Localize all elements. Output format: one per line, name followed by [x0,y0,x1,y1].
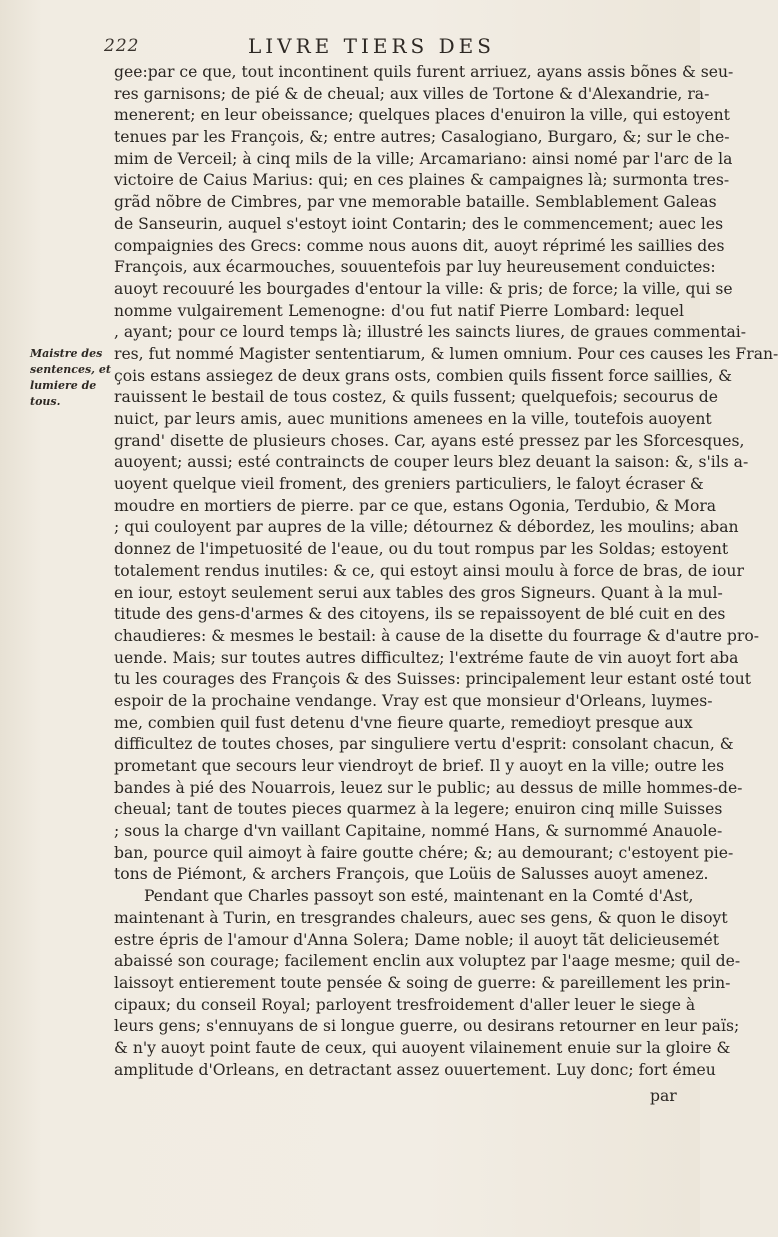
text-line: uende. Mais; sur toutes autres difficultez; l'extréme faute de vin auoyt fort aba [114,648,739,667]
text-line: François, aux écarmouches, souuentefois par luy heureusement conduictes: [114,258,716,277]
text-line: grand' disette de plusieurs choses. Car, ayans esté pressez par les Sforcesques, [114,431,745,450]
text-line: espoir de la prochaine vendange. Vray est que monsieur d'Orleans, luymes- [114,691,713,710]
text-line: nomme vulgairement Lemenogne: d'ou fut natif Pierre Lombard: lequel [114,301,684,320]
text-line: chaudieres: & mesmes le bestail: à cause de la disette du fourrage & d'autre pro- [114,626,760,645]
text-line: cheual; tant de toutes pieces quarmez à la legere; enuiron cinq mille Suisses [114,800,723,819]
text-line: en iour, estoyt seulement serui aux tables des gros Signeurs. Quant à la mul- [114,583,723,602]
text-line: auoyent; aussi; esté contraincts de couper leurs blez deuant la saison: &, s'ils a- [114,453,749,472]
text-line: ; sous la charge d'vn vaillant Capitaine, nommé Hans, & surnommé Anauole- [114,822,723,841]
catchword: par [650,1087,677,1105]
text-line: abaissé son courage; facilement enclin aux voluptez par l'aage mesme; quil de- [114,952,741,971]
text-line: auoyt recouuré les bourgades d'entour la ville: & pris; de force; la ville, qui se [114,279,733,298]
margin-note-line: sentences, et [30,363,111,376]
text-line: totalement rendus inutiles: & ce, qui estoyt ainsi moulu à force de bras, de iour [114,561,744,580]
text-line: maintenant à Turin, en tresgrandes chaleurs, auec ses gens, & quon le disoyt [114,908,728,927]
text-line: amplitude d'Orleans, en detractant assez ouuertement. Luy donc; fort émeu [114,1060,716,1079]
text-line: titude des gens-d'armes & des citoyens, ils se repaissoyent de blé cuit en des [114,605,726,624]
body-text [114,62,778,1081]
text-line: tu les courages des François & des Suisses: principalement leur estant osté tout [114,670,752,689]
running-head: LIVRE TIERS DES [248,34,495,58]
text-line: laissoyt entierement toute pensée & soing de guerre: & pareillement les prin- [114,973,731,992]
text-line: rauissent le bestail de tous costez, & quils fussent; quelquefois; secourus de [114,388,719,407]
text-line: de Sanseurin, auquel s'estoyt ioint Contarin; des le commencement; auec les [114,214,724,233]
text-line: prometant que secours leur viendroyt de brief. Il y auoyt en la ville; outre les [114,757,725,775]
text-line: gee:par ce que, tout incontinent quils furent arriuez, ayans assis bõnes & seu- [114,63,734,81]
text-line: , ayant; pour ce lourd temps là; illustré les saincts liures, de graues commentai- [114,323,747,342]
text-line: uoyent quelque vieil froment, des greniers particuliers, le faloyt écraser & [114,475,704,494]
text-line: ban, pource quil aimoyt à faire goutte chére; &; au demourant; c'estoyent pie- [114,843,734,862]
text-line: ; qui couloyent par aupres de la ville; détournez & débordez, les moulins; aban [114,518,739,537]
text-line: leurs gens; s'ennuyans de si longue guerre, ou desirans retourner en leur païs; [114,1017,740,1036]
text-line: victoire de Caius Marius: qui; en ces plaines & campaignes là; surmonta tres- [114,171,730,190]
margin-note-line: lumiere de [30,379,97,392]
text-line: difficultez de toutes choses, par singuliere vertu d'esprit: consolant chacun, & [114,735,734,754]
text-line: res, fut nommé Magister sententiarum, & lumen omnium. Pour ces causes les Fran- [114,344,778,363]
text-line: moudre en mortiers de pierre. par ce que, estans Ogonia, Terdubio, & Mora [114,496,717,515]
text-line: çois estans assiegez de deux grans osts, combien quils fissent force saillies, & [114,366,733,385]
text-line: Pendant que Charles passoyt son esté, maintenant en la Comté d'Ast, [144,887,694,906]
text-line: mim de Verceil; à cinq mils de la ville; Arcamariano: ainsi nomé par l'arc de la [114,149,733,168]
text-line: menerent; en leur obeissance; quelques places d'enuiron la ville, qui estoyent [114,106,730,125]
text-line: res garnisons; de pié & de cheual; aux villes de Tortone & d'Alexandrie, ra- [114,84,710,103]
text-line: me, combien quil fust detenu d'vne fieure quarte, remedioyt presque aux [114,713,693,732]
text-line: estre épris de l'amour d'Anna Solera; Dame noble; il auoyt tãt delicieusemét [114,930,720,949]
text-line: bandes à pié des Nouarrois, leuez sur le public; au dessus de mille hommes-de- [114,778,743,797]
text-line: tons de Piémont, & archers François, que Loüis de Salusses auoyt amenez. [114,865,709,884]
text-line: compaignies des Grecs: comme nous auons dit, auoyt réprimé les saillies des [114,236,725,255]
text-line: nuict, par leurs amis, auec munitions amenees en la ville, toutefois auoyent [114,410,712,428]
text-line: tenues par les François, &; entre autres; Casalogiano, Burgaro, &; sur le che- [114,128,730,147]
text-line: donnez de l'impetuosité de l'eaue, ou du tout rompus par les Soldas; estoyent [114,540,729,559]
text-line: & n'y auoyt point faute de ceux, qui auoyent vilainement enuie sur la gloire & [114,1038,731,1057]
margin-note-line: tous. [30,395,61,408]
margin-note [30,346,116,410]
text-line: grãd nõbre de Cimbres, par vne memorable bataille. Semblablement Galeas [114,193,717,212]
margin-note-line: Maistre des [30,347,103,360]
folio-number: 222 [104,36,140,56]
text-line: cipaux; du conseil Royal; parloyent tresfroidement d'aller leuer le siege à [114,995,696,1014]
